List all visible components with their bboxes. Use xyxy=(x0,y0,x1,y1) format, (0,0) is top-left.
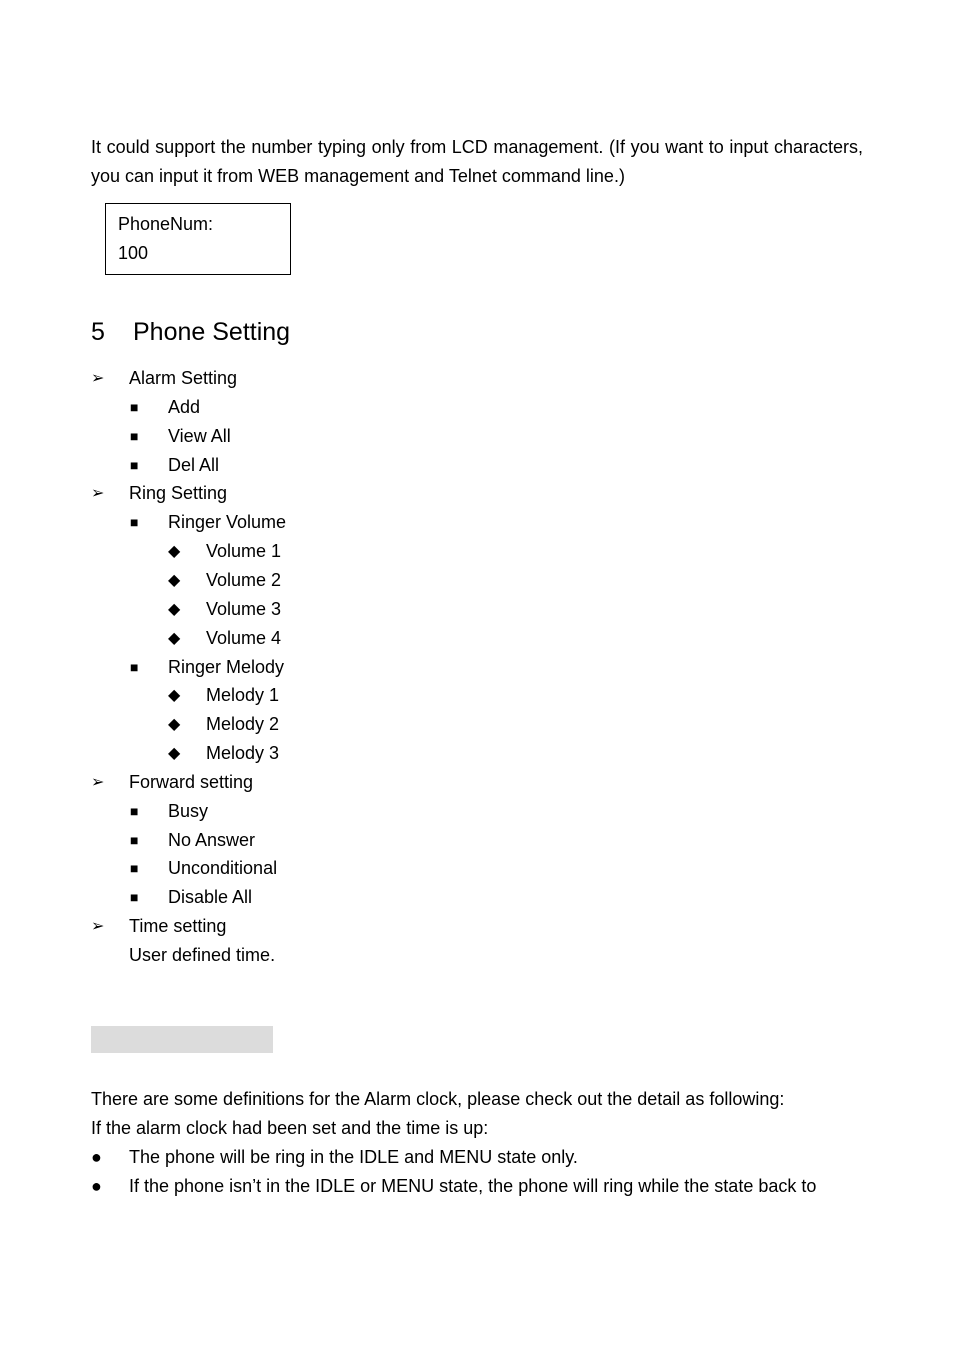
outline-item-label: Ringer Melody xyxy=(168,657,285,677)
outline-item-level-2 xyxy=(130,653,630,682)
diamond-bullet-icon: ◆ xyxy=(168,716,181,733)
square-bullet-icon: ■ xyxy=(130,514,139,530)
outline-item-level-3 xyxy=(168,624,668,653)
outline-item-label: Ringer Volume xyxy=(168,512,287,532)
alarm-bullet-item xyxy=(91,1143,863,1172)
square-bullet-icon: ■ xyxy=(130,428,139,444)
section-number: 5 xyxy=(91,318,105,346)
outline-item-level-1 xyxy=(91,364,591,393)
outline-item-level-2 xyxy=(130,422,630,451)
outline-item-label: Volume 3 xyxy=(206,599,282,619)
bullet-dot-icon: ● xyxy=(91,1147,102,1167)
outline-item-level-3 xyxy=(168,681,668,710)
lcd-display-box xyxy=(105,203,291,275)
outline-item-label: Add xyxy=(168,397,201,417)
diamond-bullet-icon: ◆ xyxy=(168,543,181,560)
section-heading xyxy=(91,313,290,351)
outline-item-label: View All xyxy=(168,426,231,446)
outline-item-level-1 xyxy=(91,768,591,797)
outline-item-level-2 xyxy=(130,797,630,826)
square-bullet-icon: ■ xyxy=(130,832,139,848)
shaded-heading-block xyxy=(91,1026,273,1053)
outline-item-label: Ring Setting xyxy=(129,483,228,503)
arrow-bullet-icon: ➢ xyxy=(91,774,105,791)
outline-item-level-2 xyxy=(130,451,630,480)
diamond-bullet-icon: ◆ xyxy=(168,687,181,704)
outline-item-label: Volume 1 xyxy=(206,541,282,561)
outline-item-level-3 xyxy=(168,710,668,739)
outline-item-level-2 xyxy=(130,508,630,537)
arrow-bullet-icon: ➢ xyxy=(91,918,105,935)
outline-item-label: Melody 3 xyxy=(206,743,280,763)
section-title: Phone Setting xyxy=(133,318,291,346)
alarm-bullet-text: The phone will be ring in the IDLE and MENU state only. xyxy=(129,1147,578,1167)
outline-item-level-3 xyxy=(168,537,668,566)
outline-item-label: Busy xyxy=(168,801,209,821)
square-bullet-icon: ■ xyxy=(130,889,139,905)
square-bullet-icon: ■ xyxy=(130,399,139,415)
outline-item-label: Time setting xyxy=(129,916,227,936)
outline-item-level-3 xyxy=(168,739,668,768)
diamond-bullet-icon: ◆ xyxy=(168,601,181,618)
lcd-value: 100 xyxy=(118,243,149,263)
square-bullet-icon: ■ xyxy=(130,860,139,876)
square-bullet-icon: ■ xyxy=(130,457,139,473)
outline-item-level-1 xyxy=(91,941,591,970)
outline-item-level-3 xyxy=(168,566,668,595)
lcd-label: PhoneNum: xyxy=(118,214,214,234)
outline-item-label: Melody 2 xyxy=(206,714,280,734)
alarm-bullet-text: If the phone isn’t in the IDLE or MENU state, the phone will ring while the state back to xyxy=(129,1176,817,1196)
outline-item-level-3 xyxy=(168,595,668,624)
outline-item-level-1 xyxy=(91,479,591,508)
outline-item-label: Volume 2 xyxy=(206,570,282,590)
diamond-bullet-icon: ◆ xyxy=(168,572,181,589)
intro-paragraph: It could support the number typing only from LCD management. (If you want to input characters, you can input it from WEB management and Telnet command line.) xyxy=(91,137,863,186)
outline-item-level-2 xyxy=(130,883,630,912)
bullet-dot-icon: ● xyxy=(91,1176,102,1196)
outline-item-label: Forward setting xyxy=(129,772,254,792)
alarm-intro-line: There are some definitions for the Alarm clock, please check out the detail as following: xyxy=(91,1089,785,1109)
outline-item-label: No Answer xyxy=(168,830,256,850)
outline-item-level-2 xyxy=(130,826,630,855)
outline-item-level-2 xyxy=(130,393,630,422)
outline-item-label: Volume 4 xyxy=(206,628,282,648)
outline-item-label: Melody 1 xyxy=(206,685,280,705)
square-bullet-icon: ■ xyxy=(130,803,139,819)
diamond-bullet-icon: ◆ xyxy=(168,630,181,647)
arrow-bullet-icon: ➢ xyxy=(91,370,105,387)
outline-item-level-1 xyxy=(91,912,591,941)
alarm-condition-line: If the alarm clock had been set and the time is up: xyxy=(91,1118,489,1138)
outline-item-level-2 xyxy=(130,854,630,883)
outline-item-label: Alarm Setting xyxy=(129,368,238,388)
arrow-bullet-icon: ➢ xyxy=(91,485,105,502)
outline-item-label: User defined time. xyxy=(129,945,276,965)
alarm-bullet-item xyxy=(91,1172,863,1201)
outline-item-label: Del All xyxy=(168,455,220,475)
outline-item-label: Disable All xyxy=(168,887,253,907)
outline-item-label: Unconditional xyxy=(168,858,278,878)
diamond-bullet-icon: ◆ xyxy=(168,745,181,762)
square-bullet-icon: ■ xyxy=(130,659,139,675)
